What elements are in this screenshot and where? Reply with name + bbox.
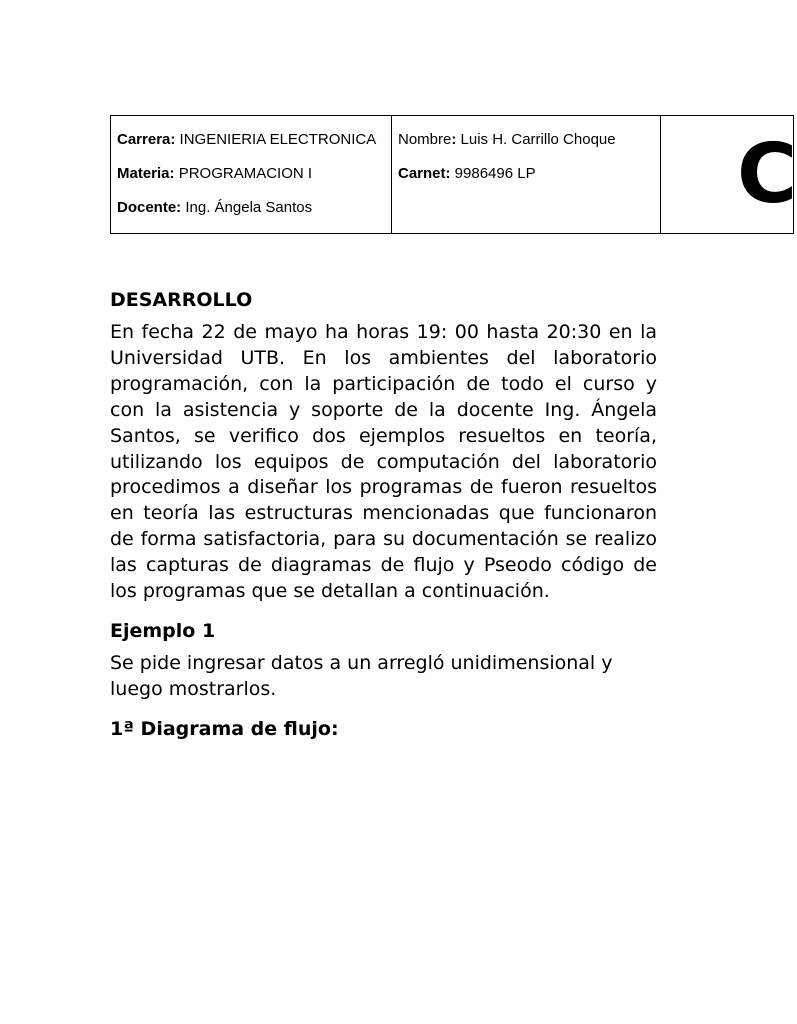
diagrama-heading: 1ª Diagrama de flujo: [110,717,339,740]
nombre-colon: : [451,131,457,148]
materia-label: Materia: [117,165,175,182]
docente-value: Ing. Ángela Santos [181,199,313,216]
carnet-line [398,165,660,183]
carnet-value: 9986496 LP [450,165,536,182]
docente-line [117,199,391,217]
carrera-line [117,131,391,149]
carrera-value: INGENIERIA ELECTRONICA [175,131,377,148]
big-letter: C [737,127,797,222]
carnet-label: Carnet: [398,165,451,182]
nombre-label: Nombre [398,131,452,148]
document-body [110,286,657,749]
desarrollo-heading: DESARROLLO [110,289,253,311]
ejemplo-paragraph: Se pide ingresar datos a un arregló unidimensional y luego mostrarlos. [110,651,613,700]
header-cell-student-info [392,116,661,234]
header-table [110,115,797,234]
docente-label: Docente: [117,199,182,216]
nombre-value: Luis H. Carrillo Choque [456,131,616,148]
header-cell-course-info [111,116,392,234]
desarrollo-paragraph: En fecha 22 de mayo ha horas 19: 00 hasta 20:30 en la Universidad UTB. En los ambientes del laboratorio programación, con la participación de todo el curso y con la asistencia y soporte de la docente Ing. Ángela Santos, se verifico dos ejemplos resueltos en teoría, utilizando los equipos de computación del laboratorio procedimos a diseñar los programas de fueron resueltos en teoría las estructuras mencionadas que funcionaron de forma satisfactoria, para su documentación se realizo las capturas de diagramas de flujo y Pseodo código de los programas que se detallan a continuación. [110,321,657,603]
materia-line [117,165,391,183]
ejemplo-heading: Ejemplo 1 [110,619,216,642]
nombre-line [398,131,660,149]
header-cell-logo [661,116,797,234]
carrera-label: Carrera: [117,131,176,148]
materia-value: PROGRAMACION I [174,165,313,182]
